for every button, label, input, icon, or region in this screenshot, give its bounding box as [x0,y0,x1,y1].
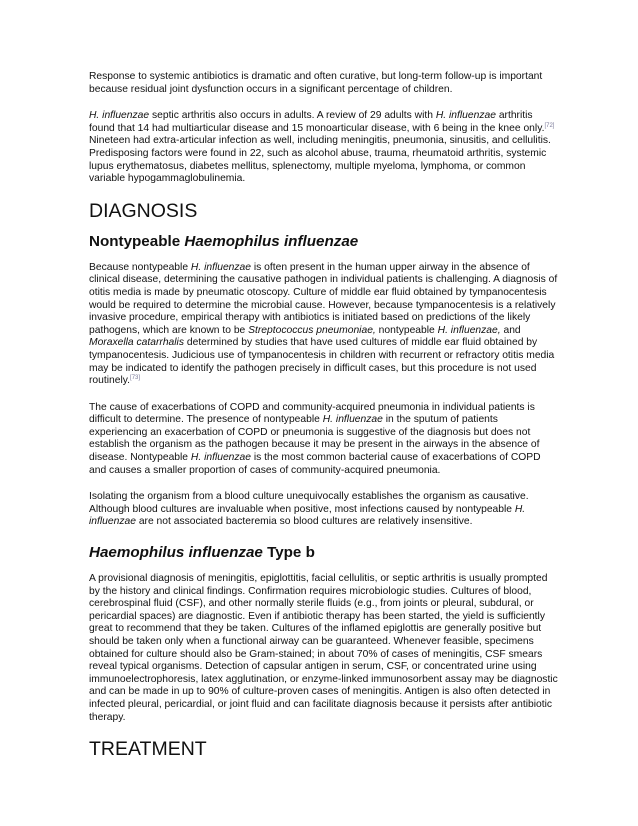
italic-term: H. influenzae, [437,324,501,336]
italic-term: Haemophilus influenzae [89,544,263,562]
italic-term: H. influenzae [89,503,526,528]
paragraph-type-b-diagnosis: A provisional diagnosis of meningitis, epiglottitis, facial cellulitis, or septic arthritis is usually prompted by the history and clinical findings. Confirmation requires microbiologic studies. Cultures of blood, cerebrospinal fluid (CSF), and other normally sterile fluids (e.g., from joints or pleural, subdural, or pericardial spaces) are diagnostic. Even if antibiotic therapy has been started, the yield is sufficiently great to recommend that they be taken. Cultures of the inflamed epiglottis are generally positive but should be taken only when a functional airway can be guaranteed. Whenever feasible, specimens obtained for culture should also be Gram-stained; in about 70% of cases of meningitis, CSF smears reveal typical organisms. Detection of capsular antigen in serum, CSF, or concentrated urine using immunoelectrophoresis, latex agglutination, or enzyme-linked immunosorbent assay may be diagnostic and can be made in up to 90% of culture-proven cases of meningitis. Antigen is also often detected in infected pleural, pericardial, or joint fluid and can facilitate diagnosis because it persists after antibiotic therapy. [89,573,558,723]
italic-term: Haemophilus influenzae [184,232,359,250]
heading-treatment: TREATMENT [89,738,207,761]
paragraph-adult-arthritis: H. influenzae septic arthritis also occurs in adults. A review of 29 adults with H. influenzae arthritis found that 14 had multiarticular disease and 15 monoarticular disease, with 6 being in the knee only.[72] Nineteen had extra-articular infection as well, including meningitis, pneumonia, sinusitis, and cellulitis. Predisposing factors were found in 22, such as alcohol abuse, trauma, rheumatoid arthritis, systemic lupus erythematosus, diabetes mellitus, splenectomy, multiple myeloma, lymphoma, or common variable hypogammaglobulinemia. [89,110,555,185]
paragraph-followup: Response to systemic antibiotics is dramatic and often curative, but long-term follow-up is important because residual joint dysfunction occurs in a significant percentage of children. [89,71,543,95]
italic-term: H. influenzae [89,110,150,122]
subheading-type-b: Haemophilus influenzae Type b [89,544,315,562]
paragraph-copd: The cause of exacerbations of COPD and community-acquired pneumonia in individual patients is difficult to determine. The presence of nontypeable H. influenzae in the sputum of patients experiencing an exacerbation of COPD or pneumonia is suggestive of the diagnosis but does not establish the organism as the pathogen because it may be present in the airways in the absence of disease. Nontypeable H. influenzae is the most common bacterial cause of exacerbations of COPD and causes a smaller proportion of cases of community-acquired pneumonia. [89,401,541,476]
italic-term: H. influenzae [190,452,252,464]
citation-reference[interactable]: [73] [130,375,141,382]
paragraph-blood-culture: Isolating the organism from a blood culture unequivocally establishes the organism as causative. Although blood cultures are invaluable when positive, most infections caused by nontypeable H. influenzae are not associated bacteremia so blood cultures are relatively insensitive. [89,491,529,528]
italic-term: Streptococcus pneumoniae, [248,324,376,336]
citation-reference[interactable]: [72] [544,122,555,129]
paragraph-otitis: Because nontypeable H. influenzae is often present in the human upper airway in the absence of clinical disease, determining the causative pathogen in individual patients is challenging. A diagnosis of otitis media is made by pneumatic otoscopy. Culture of middle ear fluid obtained by tympanocentesis would be required to determine the microbial cause. However, because tympanocentesis is a relatively invasive procedure, empirical therapy with antibiotics is initiated based on predictions of the likely pathogens, which are known to be Streptococcus pneumoniae, nontypeable H. influenzae, and Moraxella catarrhalis determined by studies that have used cultures of middle ear fluid obtained by tympanocentesis. Judicious use of tympanocentesis in children with recurrent or refractory otitis media may be indicated to identify the pathogen precisely in difficult cases, but this procedure is not used routinely.[73] [89,261,558,387]
italic-term: H. influenzae [322,414,383,426]
italic-term: H. influenzae [190,261,252,273]
subheading-nontypeable: Nontypeable Haemophilus influenzae [89,232,359,250]
italic-term: H. influenzae [435,110,496,122]
italic-term: Moraxella catarrhalis [89,337,184,349]
heading-diagnosis: DIAGNOSIS [89,199,198,222]
document-page [89,71,559,770]
